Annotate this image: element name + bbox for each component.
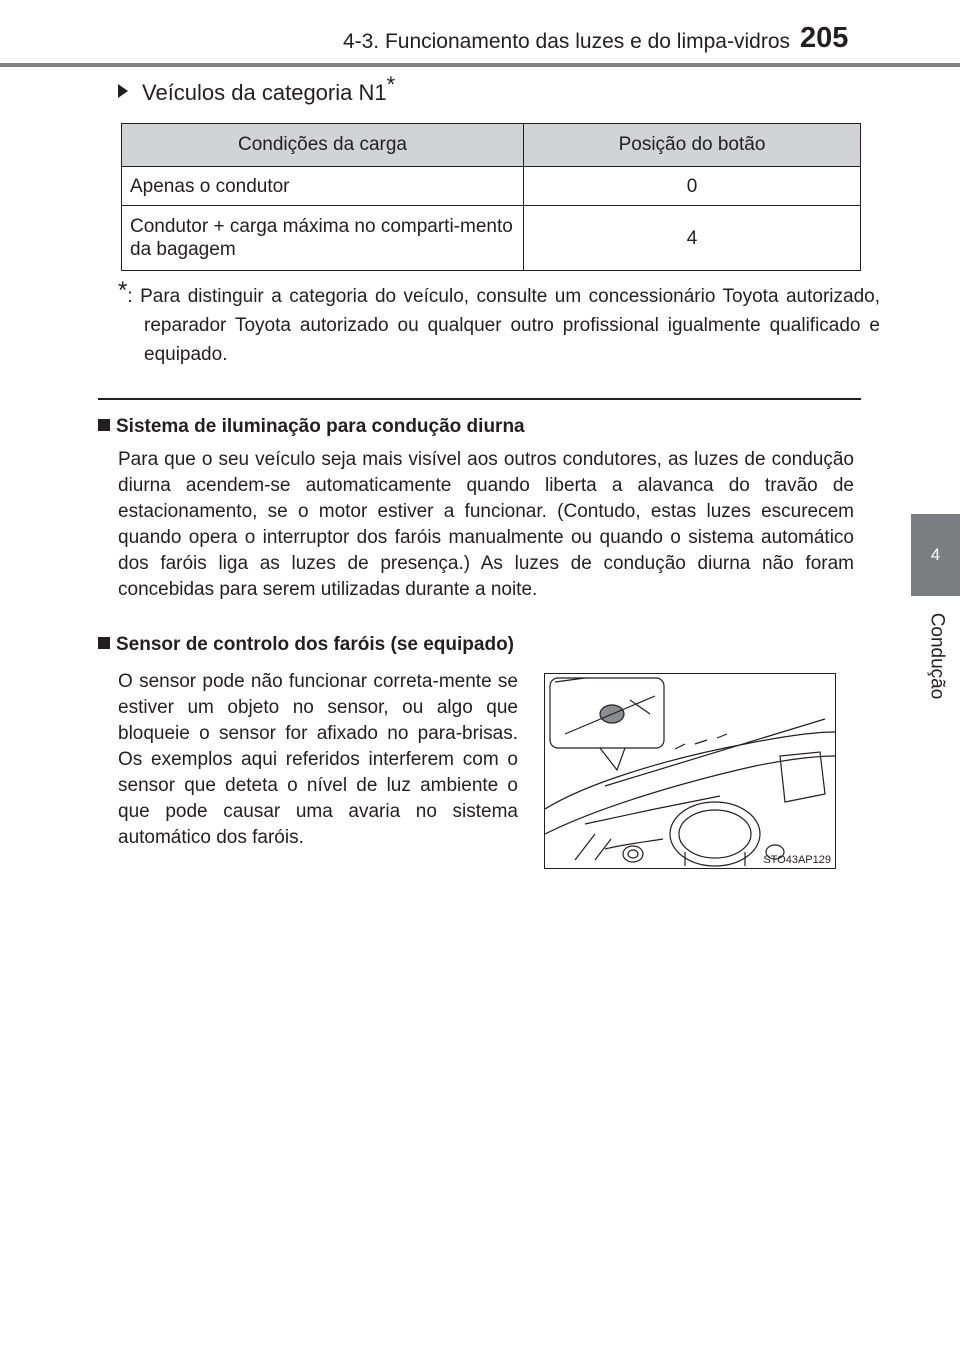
load-table-header-row <box>122 124 861 167</box>
triangle-bullet-icon <box>118 84 128 98</box>
square-bullet-icon <box>98 637 110 649</box>
footnote-asterisk: * <box>118 277 128 304</box>
header-button-position: Posição do botão <box>524 124 861 167</box>
illustration-code: STO43AP129 <box>763 854 831 866</box>
dashboard-line-art <box>545 674 835 868</box>
table-row <box>122 206 861 271</box>
dashboard-sensor-illustration <box>544 673 836 869</box>
page-number: 205 <box>800 22 849 54</box>
sensor-body: O sensor pode não funcionar correta-mente se estiver um objeto no sensor, ou algo que bloqueie o sensor for afixado no para-brisas. Os exemplos aqui referidos interferem com o sensor que deteta o nível de luz ambiente o que pode causar uma avaria no sistema automático dos faróis. <box>118 671 518 848</box>
sensor-heading <box>98 634 514 656</box>
asterisk-mark: * <box>386 72 396 97</box>
section-divider <box>98 398 861 400</box>
vehicles-n1-heading-text: Veículos da categoria N1 <box>142 80 387 105</box>
chapter-label <box>914 608 958 704</box>
drl-heading-text: Sistema de iluminação para condução diurna <box>116 416 525 437</box>
chapter-tab: 4 <box>911 514 960 596</box>
header-rule <box>0 63 960 67</box>
load-table <box>121 123 861 271</box>
sensor-heading-text: Sensor de controlo dos faróis (se equipado) <box>116 634 514 655</box>
table-cell-position: 4 <box>524 206 861 271</box>
square-bullet-icon <box>98 419 110 431</box>
table-cell-condition: Condutor + carga máxima no comparti-mento da bagagem <box>122 206 524 271</box>
drl-body: Para que o seu veículo seja mais visível aos outros condutores, as luzes de condução diurna acendem-se automaticamente quando liberta a alavanca do travão de estacionamento, se o motor estiver a funcionar. (Contudo, estas luzes escurecem quando opera o interruptor dos faróis manualmente ou quando o sistema automático dos faróis liga as luzes de presença.) As luzes de condução diurna não foram concebidas para serem utilizadas durante a noite. <box>118 449 854 600</box>
vehicles-n1-heading <box>118 72 396 106</box>
footnote <box>118 277 880 369</box>
header-load-conditions: Condições da carga <box>122 124 524 167</box>
header-title: 4-3. Funcionamento das luzes e do limpa-vidros <box>342 30 790 53</box>
table-cell-condition: Apenas o condutor <box>122 167 524 206</box>
table-row <box>122 167 861 206</box>
drl-heading <box>98 416 525 438</box>
table-cell-position: 0 <box>524 167 861 206</box>
footnote-text: : Para distinguir a categoria do veículo, consulte um concessionário Toyota autorizado, reparador Toyota autorizado ou qualquer outro profissional igualmente qualificado e equipado. <box>127 286 880 365</box>
chapter-label-text: Condução <box>926 612 947 700</box>
